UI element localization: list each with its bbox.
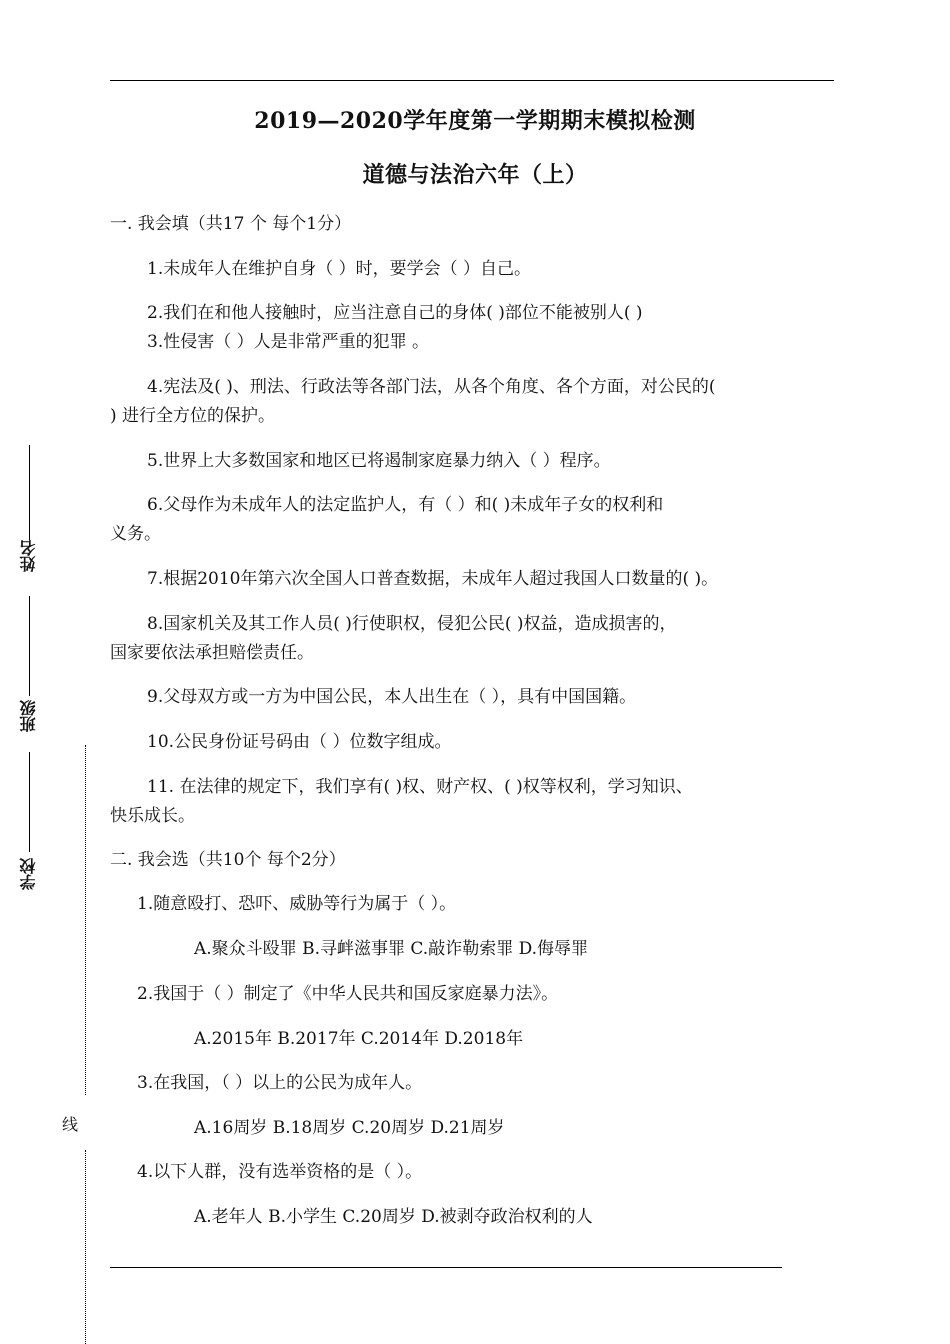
text-line: 2.我们在和他人接触时，应当注意自己的身体( )部位不能被别人( ) [147,303,643,323]
text-line: 义务。 [110,524,161,544]
text-line: 2.我国于（ ）制定了《中华人民共和国反家庭暴力法》。 [137,984,559,1004]
text-line: 1.未成年人在维护自身（ ）时，要学会（ ）自己。 [147,259,532,279]
text-line: 4.以下人群，没有选举资格的是（ ）。 [137,1162,423,1182]
text-line: ) 进行全方位的保护。 [110,406,276,426]
school-label: 学校 [19,858,38,890]
class-blank-line [29,596,30,696]
name-blank-line [29,445,30,540]
text-line: 一. 我会填（共17 个 每个1分） [110,214,352,234]
text-line: 5.世界上大多数国家和地区已将遏制家庭暴力纳入（ ）程序。 [147,451,611,471]
text-line: 4.宪法及( )、刑法、行政法等各部门法，从各个角度、各个方面，对公民的( [147,377,716,397]
name-label: 姓名 [19,540,38,572]
text-line: 6.父母作为未成年人的法定监护人，有（ ）和( )未成年子女的权利和 [147,495,664,515]
cut-line-lower [85,1150,86,1344]
text-line: 国家要依法承担赔偿责任。 [110,643,314,663]
cut-line-label: 线 [62,1115,79,1134]
class-label: 班级 [19,700,38,732]
text-line: 3.性侵害（ ）人是非常严重的犯罪 。 [147,332,430,352]
text-line: 3.在我国，（ ）以上的公民为成年人。 [137,1073,423,1093]
text-line: A.16周岁 B.18周岁 C.20周岁 D.21周岁 [194,1118,505,1138]
text-line: A.聚众斗殴罪 B.寻衅滋事罪 C.敲诈勒索罪 D.侮辱罪 [194,939,589,959]
text-line: A.2015年 B.2017年 C.2014年 D.2018年 [194,1029,524,1049]
page-title: 2019—2020学年度第一学期期末模拟检测 [254,108,696,134]
text-line: 1.随意殴打、恐吓、威胁等行为属于（ ）。 [137,894,457,914]
page-subtitle: 道德与法治六年（上） [362,162,588,188]
cut-line-upper [85,745,86,1095]
top-rule [110,80,834,81]
bottom-rule [110,1267,782,1268]
text-line: 快乐成长。 [110,806,195,826]
text-line: 9.父母双方或一方为中国公民，本人出生在（ ），具有中国国籍。 [147,687,637,707]
school-blank-line [29,752,30,852]
text-line: 二. 我会选（共10个 每个2分） [110,850,346,870]
text-line: 10.公民身份证号码由（ ）位数字组成。 [147,732,452,752]
text-line: 8.国家机关及其工作人员( )行使职权，侵犯公民( )权益，造成损害的， [147,614,677,634]
text-line: A.老年人 B.小学生 C.20周岁 D.被剥夺政治权利的人 [194,1207,593,1227]
text-line: 7.根据2010年第六次全国人口普查数据，未成年人超过我国人口数量的( )。 [147,569,719,589]
text-line: 11. 在法律的规定下，我们享有( )权、财产权、( )权等权利，学习知识、 [147,777,693,797]
